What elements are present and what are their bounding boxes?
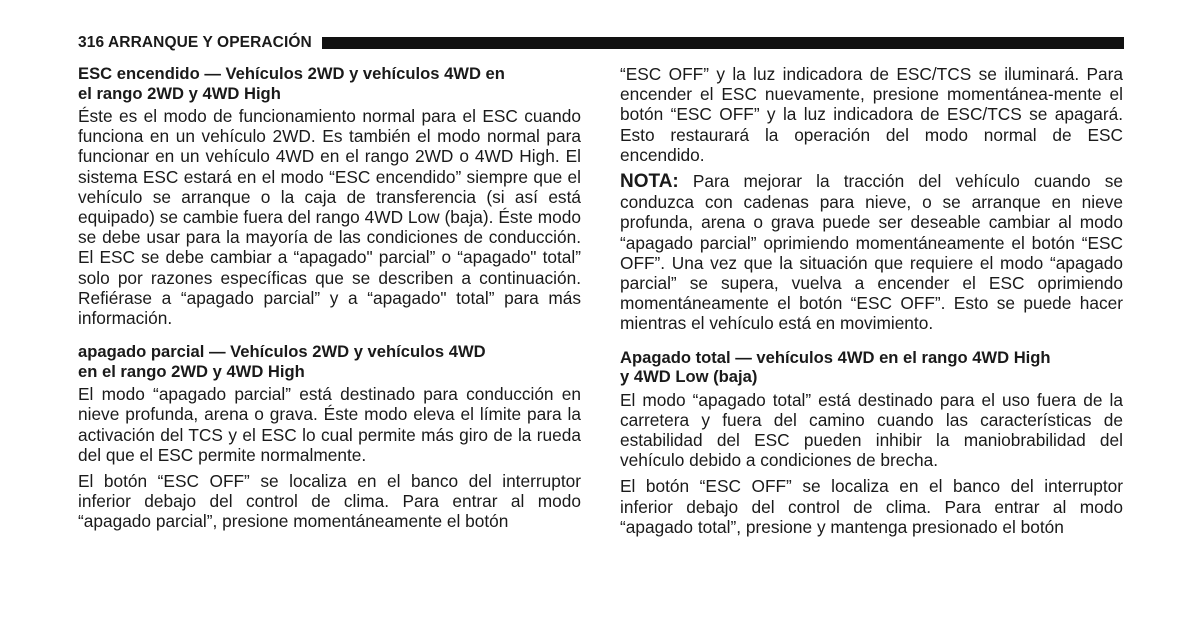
section-heading-esc-on [78, 64, 581, 103]
note-paragraph [620, 171, 1123, 334]
paragraph-partial-off-button: El botón “ESC OFF” se localiza en el banco del interruptor inferior debajo del control de clima. Para entrar al modo “apagado parcial”, presione momentáneamente el botón [78, 471, 581, 532]
page-number-title: 316 ARRANQUE Y OPERACIÓN [78, 34, 312, 51]
paragraph-full-off-button: El botón “ESC OFF” se localiza en el banco del interruptor inferior debajo del control de clima. Para entrar al modo “apagado total”, presione y mantenga presionado el botón [620, 476, 1123, 537]
section-heading-partial-off [78, 342, 581, 381]
heading-line: el rango 2WD y 4WD High [78, 83, 281, 103]
heading-line: Apagado total — vehículos 4WD en el rango 4WD High [620, 347, 1051, 367]
left-column [78, 64, 581, 532]
header-rule [322, 37, 1124, 49]
heading-line: ESC encendido — Vehículos 2WD y vehículos 4WD en [78, 64, 505, 83]
right-column [620, 64, 1123, 537]
note-label: NOTA: [620, 171, 679, 193]
note-text: Para mejorar la tracción del vehículo cuando se conduzca con cadenas para nieve, o se arranque en nieve profunda, arena o grava puede ser deseable cambiar al modo “apagado parcial” oprimiendo momentáneamente el botón “ESC OFF”. Una vez que la situación que requiere el modo “apagado parcial” se supera, vuelva a encender el ESC oprimiendo momentáneamente el botón “ESC OFF”. Esto se puede hacer mientras el vehículo está en movimiento. [620, 171, 1123, 334]
section-heading-full-off [620, 348, 1123, 387]
heading-line: y 4WD Low (baja) [620, 367, 758, 387]
paragraph-full-off-purpose: El modo “apagado total” está destinado para el uso fuera de la carretera y fuera del camino cuando las características de estabilidad del ESC pueden inhibir la maniobrabilidad del vehículo debido a condiciones de brecha. [620, 389, 1123, 471]
paragraph-continued: “ESC OFF” y la luz indicadora de ESC/TCS se iluminará. Para encender el ESC nuevamente, presione momentánea-mente el botón “ESC OFF” y la luz indicadora de ESC/TCS se apagará. Esto restaurará la operación del modo normal de ESC encendido. [620, 64, 1123, 165]
heading-line: apagado parcial — Vehículos 2WD y vehículos 4WD [78, 342, 486, 362]
page-header [78, 33, 1124, 53]
paragraph-partial-off-purpose: El modo “apagado parcial” está destinado para conducción en nieve profunda, arena o grava. Éste modo eleva el límite para la activación del TCS y el ESC lo cual permite más giro de la rueda del que el ESC permite normalmente. [78, 384, 581, 465]
paragraph-esc-on: Éste es el modo de funcionamiento normal para el ESC cuando funciona en un vehículo 2WD. Es también el modo normal para funcionar en un vehículo 4WD en el rango 2WD o 4WD High. El sistema ESC estará en el modo “ESC encendido” siempre que el vehículo se arranque o la caja de transferencia (si así está equipado) se cambie fuera del rango 4WD Low (baja). Éste modo se debe usar para la mayoría de las condiciones de conducción. El ESC se debe cambiar a “apagado" parcial” o “apagado" total” solo por razones específicas que se describen a continuación. Refiérase a “apagado parcial” y a “apagado" total” para más información. [78, 106, 581, 329]
heading-line: en el rango 2WD y 4WD High [78, 361, 305, 381]
